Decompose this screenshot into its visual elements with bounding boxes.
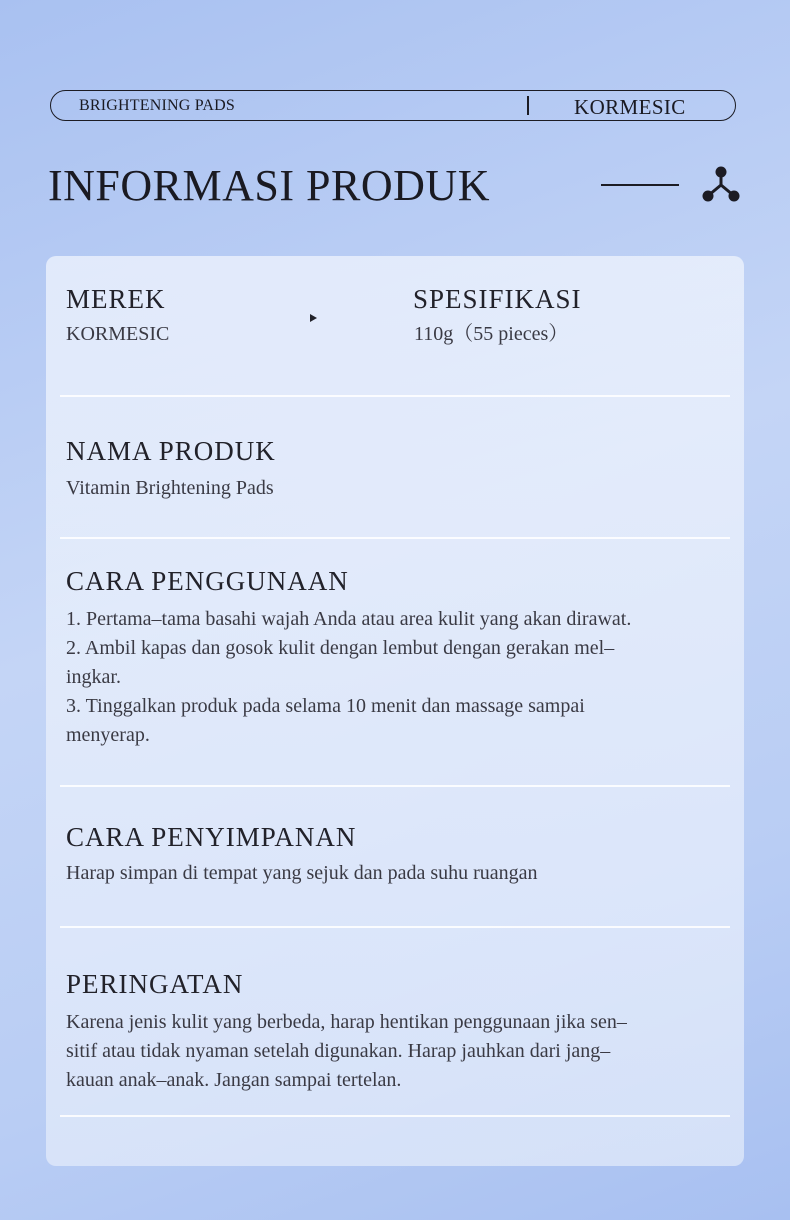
section-divider: [60, 785, 730, 787]
section-divider: [60, 537, 730, 539]
usage-line: 2. Ambil kapas dan gosok kulit dengan lembut dengan gerakan mel–: [66, 637, 615, 659]
usage-text: [66, 605, 631, 750]
header-bar: [50, 90, 736, 121]
title-rule: [601, 184, 679, 186]
warning-line: kauan anak–anak. Jangan sampai tertelan.: [66, 1069, 402, 1091]
header-divider: [527, 96, 529, 115]
usage-line: menyerap.: [66, 724, 150, 746]
storage-label: CARA PENYIMPANAN: [66, 822, 357, 852]
tri-circle-icon: [700, 165, 742, 203]
product-name-label: NAMA PRODUK: [66, 436, 276, 466]
warning-line: sitif atau tidak nyaman setelah digunakan. Harap jauhkan dari jang–: [66, 1040, 611, 1062]
brand-value: KORMESIC: [66, 323, 170, 345]
product-info-card: [46, 256, 744, 1166]
storage-value: Harap simpan di tempat yang sejuk dan pada suhu ruangan: [66, 862, 538, 884]
usage-line: ingkar.: [66, 666, 121, 688]
header-product-label: BRIGHTENING PADS: [79, 97, 235, 114]
warning-line: Karena jenis kulit yang berbeda, harap hentikan penggunaan jika sen–: [66, 1011, 627, 1033]
brand-label: MEREK: [66, 284, 166, 314]
header-brand-logo: KORMESIC: [574, 95, 686, 119]
usage-line: 1. Pertama–tama basahi wajah Anda atau area kulit yang akan dirawat.: [66, 608, 632, 630]
product-name-value: Vitamin Brightening Pads: [66, 477, 274, 499]
section-divider: [60, 395, 730, 397]
usage-label: CARA PENGGUNAAN: [66, 566, 349, 596]
section-divider: [60, 1115, 730, 1117]
spec-value: 110g（55 pieces）: [414, 323, 569, 345]
play-arrow-icon: [310, 314, 317, 322]
page-title: INFORMASI PRODUK: [48, 161, 490, 210]
spec-label: SPESIFIKASI: [413, 284, 582, 314]
warning-text: [66, 1008, 627, 1095]
usage-line: 3. Tinggalkan produk pada selama 10 menit dan massage sampai: [66, 695, 585, 717]
section-divider: [60, 926, 730, 928]
warning-label: PERINGATAN: [66, 969, 244, 999]
